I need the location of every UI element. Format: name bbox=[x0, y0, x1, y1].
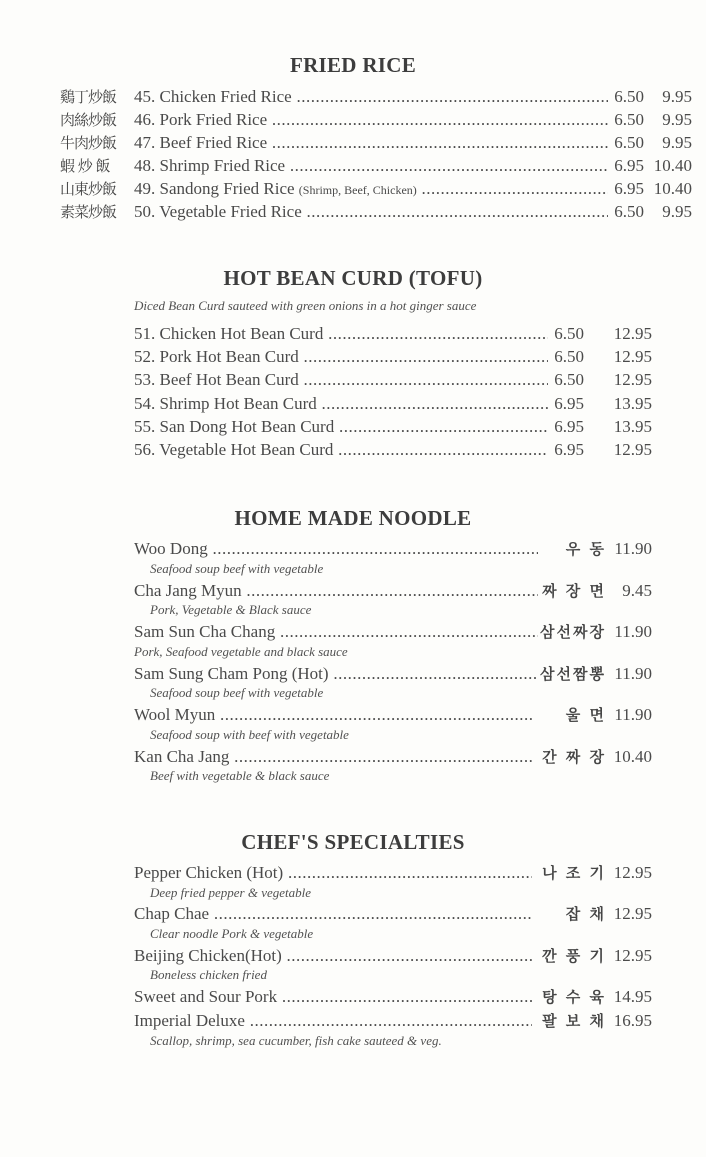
price-large: 13.95 bbox=[613, 417, 652, 436]
chinese-name: 山東炒飯 bbox=[60, 180, 117, 198]
korean-name: 삼선짜장 bbox=[540, 623, 606, 641]
price-large: 9.95 bbox=[662, 133, 692, 152]
price-large: 12.95 bbox=[613, 370, 652, 389]
korean-name: 우 동 bbox=[565, 540, 606, 558]
item-name: Kan Cha Jang ..... bbox=[134, 746, 532, 768]
item-name: Beijing Chicken(Hot) ..... bbox=[134, 945, 532, 967]
section-title-chef-specialties: CHEF'S SPECIALTIES bbox=[241, 830, 465, 854]
price: 14.95 bbox=[613, 987, 652, 1006]
item-name: 47. Beef Fried Rice ..... bbox=[134, 132, 608, 154]
section-title-bean-curd: HOT BEAN CURD (TOFU) bbox=[223, 266, 483, 290]
chinese-name: 鷄丁炒飯 bbox=[60, 88, 117, 106]
menu-item bbox=[134, 393, 654, 415]
chinese-name: 素菜炒飯 bbox=[60, 203, 117, 221]
item-name: 48. Shrimp Fried Rice ..... bbox=[134, 155, 608, 177]
chinese-name: 肉絲炒飯 bbox=[60, 111, 117, 129]
item-description: Boneless chicken fried bbox=[150, 967, 267, 982]
price-large: 9.95 bbox=[662, 202, 692, 221]
menu-item bbox=[60, 132, 692, 154]
menu-item bbox=[60, 109, 692, 131]
price-large: 10.40 bbox=[653, 156, 692, 175]
menu-item bbox=[60, 86, 692, 108]
item-name: 53. Beef Hot Bean Curd ..... bbox=[134, 369, 548, 391]
item-description: Pork, Vegetable & Black sauce bbox=[150, 602, 312, 617]
price-large: 10.40 bbox=[653, 179, 692, 198]
menu-item bbox=[134, 746, 654, 768]
item-name: 49. Sandong Fried Rice (Shrimp, Beef, Chicken) ..... bbox=[134, 178, 608, 201]
item-name: Sam Sun Cha Chang ..... bbox=[134, 621, 538, 643]
item-name: 54. Shrimp Hot Bean Curd ..... bbox=[134, 393, 548, 415]
menu-item bbox=[134, 1010, 654, 1032]
price: 11.90 bbox=[614, 705, 652, 724]
menu-item bbox=[134, 416, 654, 438]
item-description: Pork, Seafood vegetable and black sauce bbox=[134, 644, 348, 659]
item-description: Seafood soup beef with vegetable bbox=[150, 685, 324, 700]
menu-item bbox=[60, 201, 692, 223]
chinese-name: 蝦 炒 飯 bbox=[60, 157, 110, 175]
section-title-fried-rice: FRIED RICE bbox=[289, 53, 417, 77]
item-name: 45. Chicken Fried Rice ..... bbox=[134, 86, 608, 108]
menu-item bbox=[134, 945, 654, 967]
price: 12.95 bbox=[613, 904, 652, 923]
price: 12.95 bbox=[613, 863, 652, 882]
korean-name: 나 조 기 bbox=[542, 864, 606, 882]
item-name: Imperial Deluxe ..... bbox=[134, 1010, 532, 1032]
item-description: Beef with vegetable & black sauce bbox=[150, 768, 330, 783]
price-small: 6.50 bbox=[554, 324, 584, 343]
item-name: 55. San Dong Hot Bean Curd ..... bbox=[134, 416, 548, 438]
menu-item bbox=[60, 155, 692, 177]
korean-name: 탕 수 육 bbox=[542, 988, 606, 1006]
menu-item bbox=[134, 663, 654, 685]
menu-item bbox=[60, 178, 692, 200]
menu-item bbox=[134, 538, 654, 560]
korean-name: 팔 보 채 bbox=[542, 1012, 606, 1030]
menu-item bbox=[134, 369, 654, 391]
korean-name: 잡 채 bbox=[565, 905, 606, 923]
korean-name: 간 짜 장 bbox=[542, 748, 606, 766]
price-large: 12.95 bbox=[613, 347, 652, 366]
price-small: 6.50 bbox=[614, 202, 644, 221]
price: 16.95 bbox=[613, 1011, 652, 1030]
item-description: Scallop, shrimp, sea cucumber, fish cake sauteed & veg. bbox=[150, 1033, 442, 1048]
price-small: 6.50 bbox=[554, 370, 584, 389]
item-name: Pepper Chicken (Hot) ..... bbox=[134, 862, 532, 884]
korean-name: 짜 장 면 bbox=[542, 582, 606, 600]
price-large: 12.95 bbox=[613, 324, 652, 343]
item-name: Wool Myun ..... bbox=[134, 704, 532, 726]
item-name: 56. Vegetable Hot Bean Curd ..... bbox=[134, 439, 548, 461]
item-name: Chap Chae ..... bbox=[134, 903, 532, 925]
menu-item bbox=[134, 704, 654, 726]
price-small: 6.50 bbox=[614, 133, 644, 152]
price-small: 6.95 bbox=[554, 417, 584, 436]
price: 11.90 bbox=[614, 622, 652, 641]
korean-name: 삼선짬뽕 bbox=[540, 665, 606, 683]
price-large: 13.95 bbox=[613, 394, 652, 413]
item-description: Seafood soup with beef with vegetable bbox=[150, 727, 349, 742]
section-title-noodle: HOME MADE NOODLE bbox=[234, 506, 472, 530]
price-small: 6.95 bbox=[614, 156, 644, 175]
item-name: 52. Pork Hot Bean Curd ..... bbox=[134, 346, 548, 368]
price-small: 6.95 bbox=[554, 440, 584, 459]
korean-name: 울 면 bbox=[565, 706, 606, 724]
price-small: 6.50 bbox=[554, 347, 584, 366]
item-name: Sam Sung Cham Pong (Hot) ..... bbox=[134, 663, 538, 685]
price-large: 9.95 bbox=[662, 87, 692, 106]
price: 10.40 bbox=[613, 747, 652, 766]
menu-item bbox=[134, 346, 654, 368]
price-small: 6.95 bbox=[554, 394, 584, 413]
price-small: 6.50 bbox=[614, 87, 644, 106]
item-name: 51. Chicken Hot Bean Curd ..... bbox=[134, 323, 548, 345]
item-description: Seafood soup beef with vegetable bbox=[150, 561, 324, 576]
price-large: 9.95 bbox=[662, 110, 692, 129]
menu-item bbox=[134, 986, 654, 1008]
item-name: Woo Dong ..... bbox=[134, 538, 538, 560]
menu-item bbox=[134, 580, 654, 602]
menu-item bbox=[134, 862, 654, 884]
item-name: 46. Pork Fried Rice ..... bbox=[134, 109, 608, 131]
menu-item bbox=[134, 621, 654, 643]
item-name: Cha Jang Myun ..... bbox=[134, 580, 538, 602]
chinese-name: 牛肉炒飯 bbox=[60, 134, 117, 152]
price: 12.95 bbox=[613, 946, 652, 965]
price-large: 12.95 bbox=[613, 440, 652, 459]
item-name: 50. Vegetable Fried Rice ..... bbox=[134, 201, 608, 223]
menu-item bbox=[134, 439, 654, 461]
price-small: 6.95 bbox=[614, 179, 644, 198]
section-description: Diced Bean Curd sauteed with green onions in a hot ginger sauce bbox=[134, 298, 477, 313]
menu-item bbox=[134, 323, 654, 345]
item-name: Sweet and Sour Pork ..... bbox=[134, 986, 532, 1008]
korean-name: 깐 풍 기 bbox=[542, 947, 606, 965]
price: 9.45 bbox=[622, 581, 652, 600]
price: 11.90 bbox=[614, 539, 652, 558]
item-description: Deep fried pepper & vegetable bbox=[150, 885, 311, 900]
menu-item bbox=[134, 903, 654, 925]
price: 11.90 bbox=[614, 664, 652, 683]
item-description: Clear noodle Pork & vegetable bbox=[150, 926, 314, 941]
item-note: (Shrimp, Beef, Chicken) bbox=[298, 183, 417, 197]
price-small: 6.50 bbox=[614, 110, 644, 129]
